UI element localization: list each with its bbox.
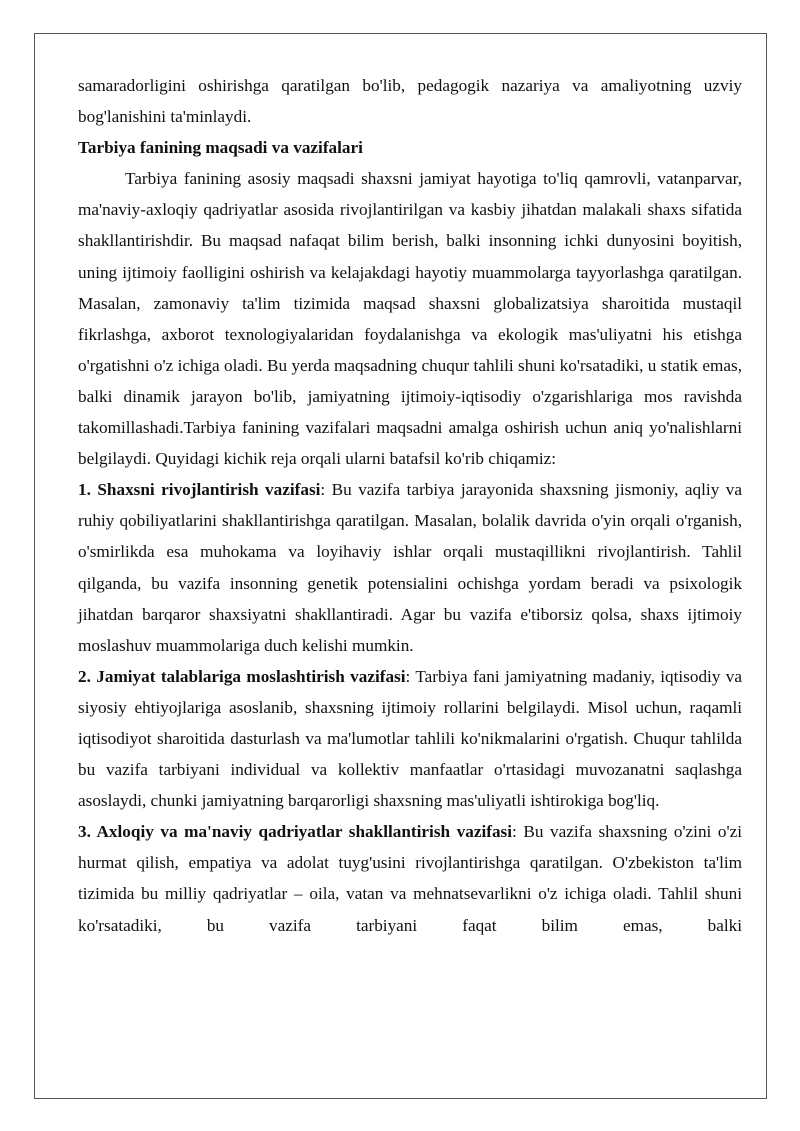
task-item-3 bbox=[78, 816, 742, 940]
task-item-text: : Tarbiya fani jamiyatning madaniy, iqtisodiy va siyosiy ehtiyojlariga asoslanib, shaxsning ijtimoiy rollarini belgilaydi. Misol uchun, raqamli iqtisodiyot sharoitida dasturlash va ma'lumotlar tahlili ko'nikmalarini o'rgatish. Chuqur tahlilda bu vazifa tarbiyani individual va kollektiv manfaatlar o'rtasidagi muvozanatni saqlashga asoslaydi, chunki jamiyatning barqarorligi shaxsning mas'uliyatli ishtirokiga bog'liq. bbox=[78, 666, 743, 811]
task-item-heading: 1. Shaxsni rivojlantirish vazifasi bbox=[78, 480, 321, 500]
task-item-heading: 2. Jamiyat talablariga moslashtirish vazifasi bbox=[78, 666, 406, 686]
task-item-text: : Bu vazifa tarbiya jarayonida shaxsning jismoniy, aqliy va ruhiy qobiliyatlarini shakllantirishga qaratilgan. Masalan, bolalik davrida o'yin orqali o'rganish, o'smirlikda esa muhokama va loyihaviy ishlar orqali mustaqillikni rivojlantirish. Tahlil qilganda, bu vazifa insonning genetik potensialini ochishga yordam beradi va psixologik jihatdan barqaror shaxsiyatni shakllantiradi. Agar bu vazifa e'tiborsiz qolsa, shaxs ijtimoiy moslashuv muammolariga duch kelishi mumkin. bbox=[78, 480, 743, 655]
task-item-heading: 3. Axloqiy va ma'naviy qadriyatlar shakllantirish vazifasi bbox=[78, 822, 513, 842]
task-item-1 bbox=[78, 474, 742, 661]
intro-paragraph: Tarbiya fanining asosiy maqsadi shaxsni jamiyat hayotiga to'liq qamrovli, vatanparvar, ma'naviy-axloqiy qadriyatlar asosida rivojlantirilgan va kasbiy jihatdan malakali shaxs sifatida shakllantirishdir. Bu maqsad nafaqat bilim berish, balki insonning ichki dunyosini boyitish, uning ijtimoiy faolligini oshirish va kelajakdagi hayotiy muammolarga tayyorlashga qaratilgan. Masalan, zamonaviy ta'lim tizimida maqsad shaxsni globalizatsiya sharoitida mustaqil fikrlashga, axborot texnologiyalaridan foydalanishga va ekologik mas'uliyatni his etishga o'rgatishni o'z ichiga oladi. Bu yerda maqsadning chuqur tahlili shuni ko'rsatadiki, u statik emas, balki dinamik jarayon bo'lib, jamiyatning ijtimoiy-iqtisodiy o'zgarishlariga mos ravishda takomillashadi.Tarbiya fanining vazifalari maqsadni amalga oshirish uchun aniq yo'nalishlarni belgilaydi. Quyidagi kichik reja orqali ularni batafsil ko'rib chiqamiz: bbox=[78, 169, 742, 469]
document-body bbox=[78, 70, 742, 941]
section-title: Tarbiya fanining maqsadi va vazifalari bbox=[78, 138, 363, 158]
opening-paragraph: samaradorligini oshirishga qaratilgan bo'lib, pedagogik nazariya va amaliyotning uzviy bog'lanishini ta'minlaydi. bbox=[78, 76, 742, 127]
task-item-2 bbox=[78, 661, 742, 816]
task-item-text: : Bu vazifa shaxsning o'zini o'zi hurmat qilish, empatiya va adolat tuyg'usini rivojlantirishga qaratilgan. O'zbekiston ta'lim tizimida bu milliy qadriyatlar – oila, vatan va mehnatsevarlikni o'z ichiga oladi. Tahlil shuni ko'rsatadiki, bu vazifa tarbiyani faqat bilim emas, balki bbox=[78, 822, 742, 935]
